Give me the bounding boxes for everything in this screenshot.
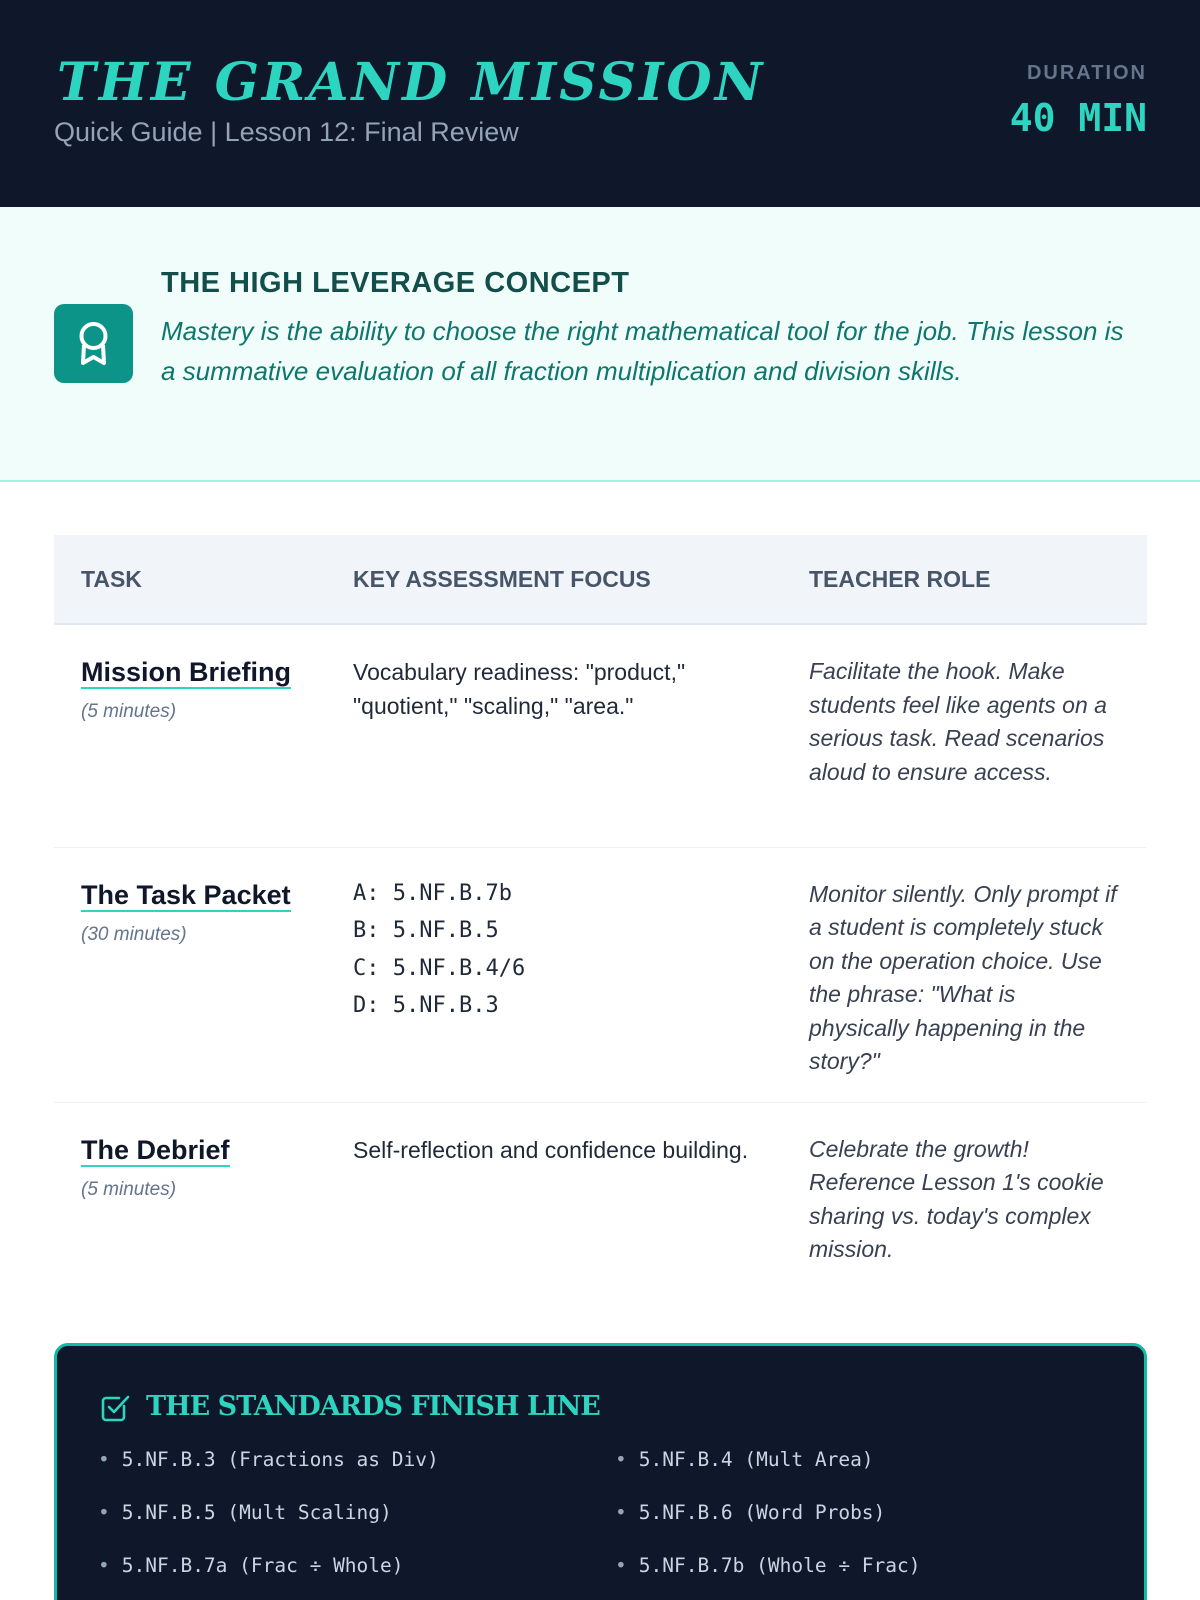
- page-header: [0, 0, 1200, 207]
- task-name: Mission Briefing: [81, 657, 292, 687]
- standard-item: [615, 1501, 885, 1524]
- standard-code-line: C: 5.NF.B.4/6: [353, 955, 526, 981]
- standard-item-label: 5.NF.B.4 (Mult Area): [638, 1448, 874, 1471]
- concept-heading: THE HIGH LEVERAGE CONCEPT: [161, 267, 630, 299]
- task-duration: (5 minutes): [81, 1178, 177, 1200]
- table-row: [54, 624, 1147, 847]
- role-cell: [782, 847, 1147, 1102]
- focus-text: Self-reflection and confidence building.: [353, 1136, 749, 1163]
- standards-panel: [54, 1343, 1147, 1600]
- focus-cell: [326, 847, 782, 1102]
- bullet: •: [98, 1554, 110, 1577]
- standard-item: [98, 1448, 439, 1471]
- standard-item-label: 5.NF.B.3 (Fractions as Div): [121, 1448, 439, 1471]
- concept-body: Mastery is the ability to choose the right mathematical tool for the job. This lesson is a summative evaluation of all fraction multiplication and division skills.: [161, 316, 1124, 386]
- page-title: THE GRAND MISSION: [57, 52, 766, 113]
- task-cell: [54, 624, 326, 847]
- bullet: •: [98, 1501, 110, 1524]
- table-header-row: [54, 535, 1147, 624]
- task-duration: (5 minutes): [81, 701, 177, 722]
- column-header-task: TASK: [81, 565, 142, 592]
- page-subtitle: Quick Guide | Lesson 12: Final Review: [54, 117, 519, 147]
- duration-label: DURATION: [1026, 62, 1147, 84]
- role-text: Facilitate the hook. Make students feel like agents on a serious task. Read scenarios aloud to ensure access.: [809, 658, 1107, 785]
- role-text: Celebrate the growth! Reference Lesson 1's cookie sharing vs. today's complex mission.: [809, 1135, 1104, 1262]
- role-cell: [782, 1102, 1147, 1292]
- standard-item-label: 5.NF.B.7b (Whole ÷ Frac): [638, 1554, 921, 1577]
- task-name: The Debrief: [81, 1134, 230, 1165]
- standard-item-label: 5.NF.B.6 (Word Probs): [638, 1501, 886, 1524]
- bullet: •: [615, 1501, 627, 1524]
- bullet: •: [615, 1448, 627, 1471]
- task-cell: [54, 1102, 326, 1292]
- standard-code-line: D: 5.NF.B.3: [353, 993, 499, 1018]
- duration-value: 40 MIN: [1009, 96, 1147, 140]
- bullet: •: [98, 1448, 110, 1471]
- standard-item: [98, 1501, 392, 1524]
- table-row: [54, 847, 1147, 1102]
- checkbox-checked-icon: [100, 1392, 131, 1423]
- column-header-role: TEACHER ROLE: [809, 565, 991, 592]
- standard-code-line: B: 5.NF.B.5: [353, 918, 499, 943]
- focus-text: Vocabulary readiness: "product," "quotient," "scaling," "area.": [353, 659, 686, 719]
- task-name: The Task Packet: [81, 879, 291, 910]
- role-text: Monitor silently. Only prompt if a student is completely stuck on the operation choice. Use the phrase: "What is physically happening in the story?": [809, 880, 1117, 1074]
- focus-cell: [326, 1102, 782, 1292]
- table-row: [54, 1102, 1147, 1292]
- role-cell: [782, 624, 1147, 847]
- award-ribbon-icon: [54, 304, 133, 383]
- task-cell: [54, 847, 326, 1102]
- standard-item: [98, 1554, 404, 1577]
- standard-code-line: A: 5.NF.B.7b: [353, 880, 512, 906]
- standard-item-label: 5.NF.B.7a (Frac ÷ Whole): [121, 1554, 404, 1577]
- task-table: [54, 535, 1147, 1292]
- column-header-focus: KEY ASSESSMENT FOCUS: [353, 565, 651, 592]
- task-duration: (30 minutes): [81, 923, 187, 945]
- standard-item: [615, 1554, 921, 1577]
- standard-item: [615, 1448, 874, 1471]
- concept-panel: [0, 207, 1200, 482]
- bullet: •: [615, 1554, 627, 1577]
- standards-title: THE STANDARDS FINISH LINE: [146, 1391, 600, 1422]
- standard-item-label: 5.NF.B.5 (Mult Scaling): [121, 1501, 392, 1524]
- focus-cell: [326, 624, 782, 847]
